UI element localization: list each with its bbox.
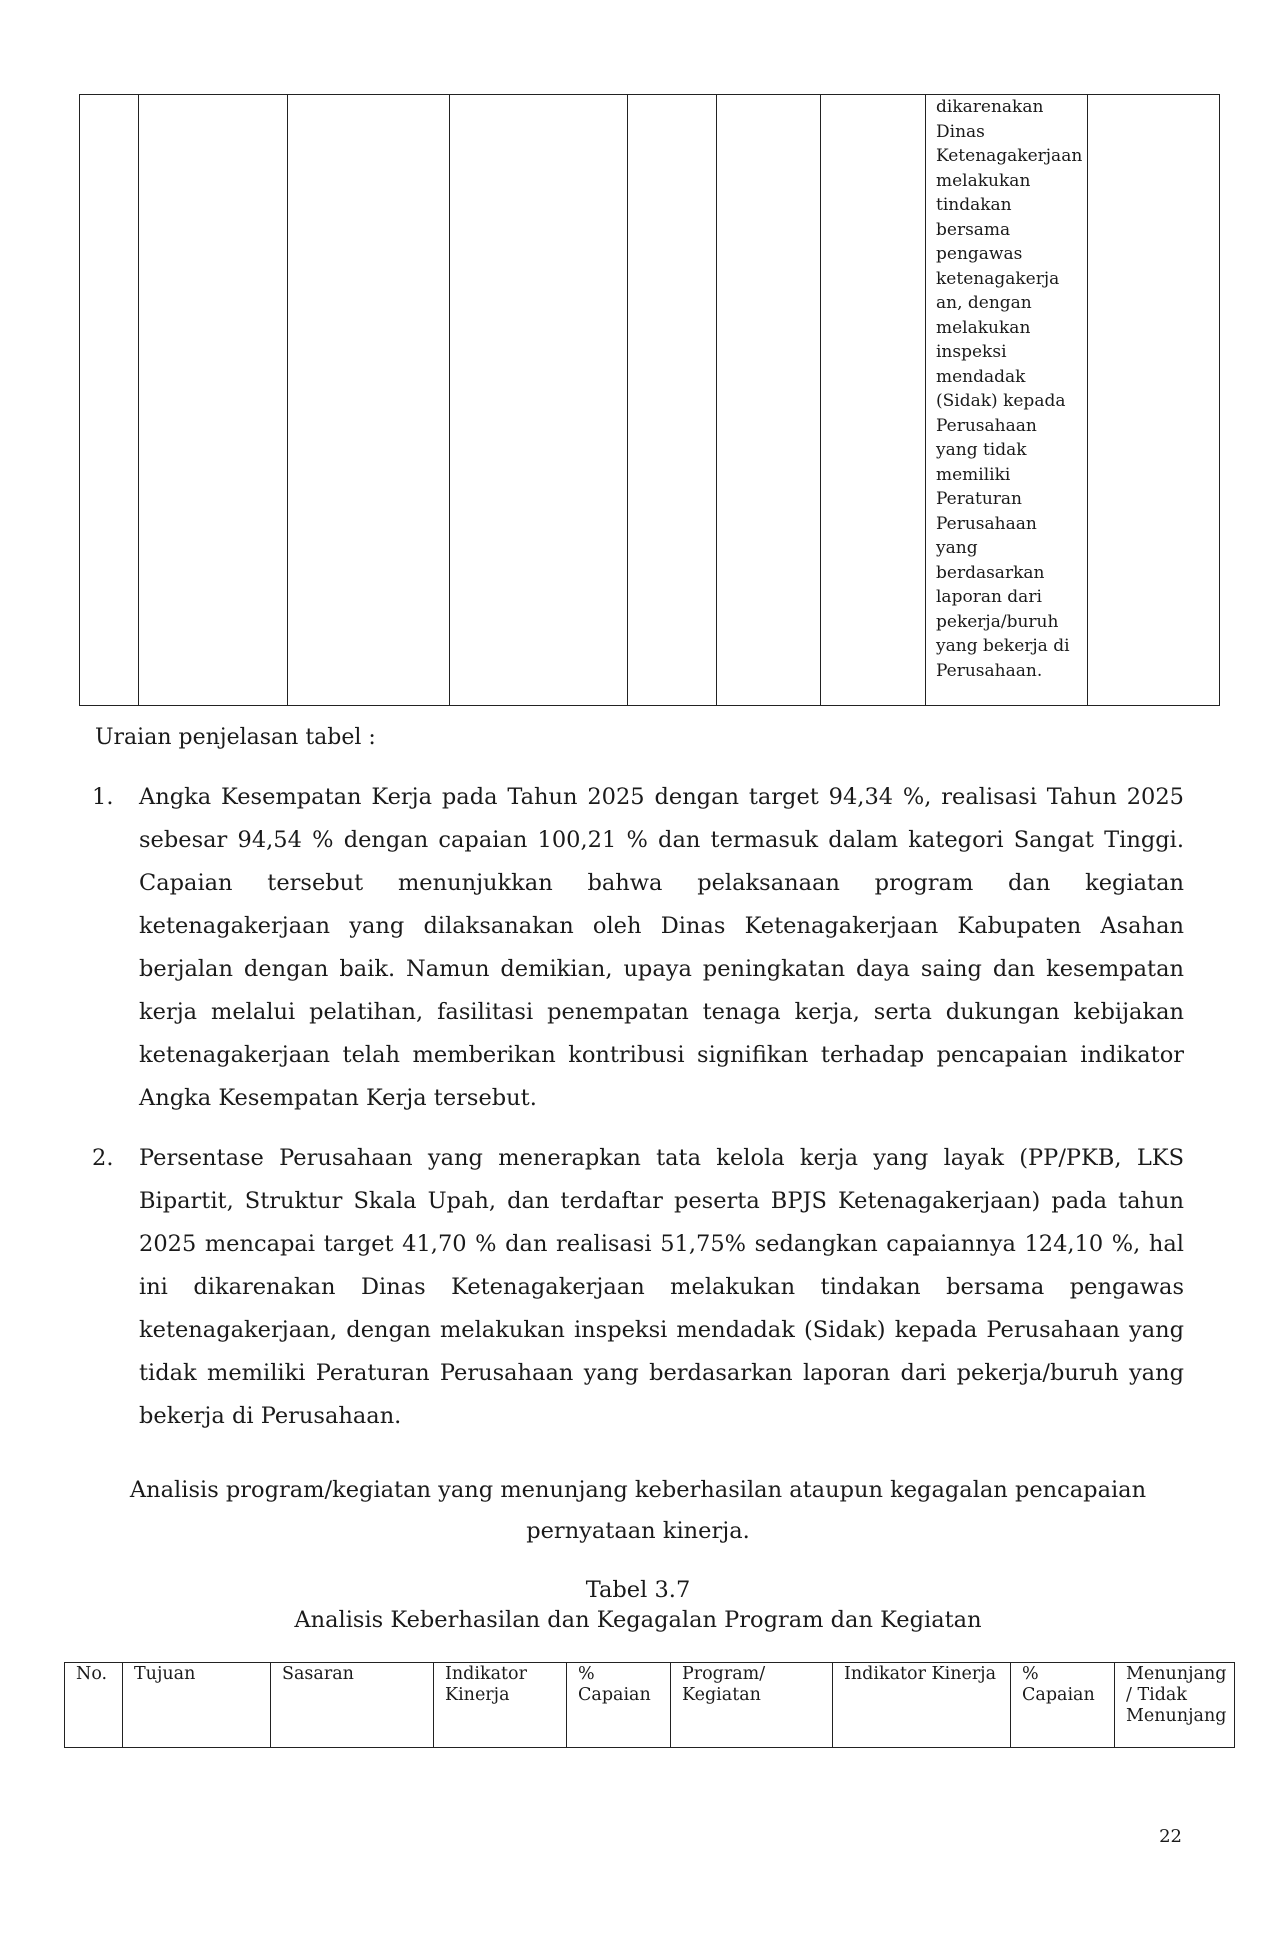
table-title (79, 1575, 1197, 1635)
note-line: tindakan (936, 195, 1012, 215)
header-cell: Tujuan (123, 1663, 271, 1748)
table-cell (80, 95, 139, 706)
page-number: 22 (1159, 1826, 1182, 1847)
note-line: laporan dari (936, 587, 1042, 607)
note-line: Perusahaan (936, 513, 1037, 534)
table-cell (450, 95, 628, 706)
note-line: bersama (936, 219, 1011, 240)
note-line: ketenagakerja (936, 268, 1060, 289)
list-text: Angka Kesempatan Kerja pada Tahun 2025 dengan target 94,34 %, realisasi Tahun 2025 sebesar 94,54 % dengan capaian 100,21 % dan termasuk dalam kategori Sangat Tinggi. Capaian tersebut menunjukkan bahwa pelaksanaan program dan kegiatan ketenagakerjaan yang dilaksanakan oleh Dinas Ketenagakerjaan Kabupaten Asahan berjalan dengan baik. Namun demikian, upaya peningkatan daya saing dan kesempatan kerja melalui pelatihan, fasilitasi penempatan tenaga kerja, serta dukungan kebijakan ketenagakerjaan telah memberikan kontribusi signifikan terhadap pencapaian indikator Angka Kesempatan Kerja tersebut. (139, 784, 1184, 1111)
table-cell (288, 95, 450, 706)
header-cell: No. (65, 1663, 123, 1748)
list-item (92, 776, 1184, 1120)
note-line: Perusahaan (936, 415, 1037, 436)
note-line: Ketenagakerjaan (936, 146, 1083, 166)
analysis-line: Analisis program/kegiatan yang menunjang keberhasilan ataupun kegagalan pencapaian (129, 1477, 1147, 1503)
note-line: memiliki (936, 464, 1011, 485)
note-line: (Sidak) kepada (936, 391, 1066, 411)
list-number: 2. (92, 1145, 114, 1171)
table-cell (1088, 95, 1220, 706)
table-cell (628, 95, 717, 706)
table-name: Analisis Keberhasilan dan Kegagalan Program dan Kegiatan (294, 1607, 982, 1633)
note-line: an, dengan (936, 293, 1032, 313)
explanation-cell (926, 95, 1088, 706)
table-explanation-caption: Uraian penjelasan tabel : (95, 725, 376, 750)
table-number: Tabel 3.7 (585, 1577, 691, 1603)
table-header-row (65, 1663, 1235, 1748)
note-line: Peraturan (936, 489, 1022, 509)
note-line: melakukan (936, 170, 1031, 191)
header-cell: Indikator Kinerja (833, 1663, 1011, 1748)
header-cell: Indikator Kinerja (434, 1663, 567, 1748)
note-line: mendadak (936, 366, 1026, 387)
note-line: yang (936, 538, 978, 558)
analysis-line: pernyataan kinerja. (526, 1518, 750, 1544)
header-cell: % Capaian (567, 1663, 671, 1748)
list-text: Persentase Perusahaan yang menerapkan tata kelola kerja yang layak (PP/PKB, LKS Bipartit, Struktur Skala Upah, dan terdaftar peserta BPJS Ketenagakerjaan) pada tahun 2025 mencapai target 41,70 % dan realisasi 51,75% sedangkan capaiannya 124,10 %, hal ini dikarenakan Dinas Ketenagakerjaan melakukan tindakan bersama pengawas ketenagakerjaan, dengan melakukan inspeksi mendadak (Sidak) kepada Perusahaan yang tidak memiliki Peraturan Perusahaan yang berdasarkan laporan dari pekerja/buruh yang bekerja di Perusahaan. (139, 1145, 1184, 1429)
note-line: berdasarkan (936, 562, 1045, 583)
header-cell: Sasaran (271, 1663, 434, 1748)
note-line: inspeksi (936, 342, 1007, 362)
note-line: Dinas (936, 121, 985, 142)
analysis-table (64, 1662, 1235, 1748)
table-cell (139, 95, 288, 706)
note-line: melakukan (936, 317, 1031, 338)
note-line: Perusahaan. (936, 660, 1043, 681)
explanation-list (92, 776, 1184, 1438)
header-cell: Menunjang / Tidak Menunjang (1115, 1663, 1235, 1748)
header-cell: % Capaian (1011, 1663, 1115, 1748)
table-cell (717, 95, 821, 706)
note-line: pekerja/buruh (936, 611, 1059, 632)
list-item (92, 1137, 1184, 1438)
list-number: 1. (92, 784, 114, 810)
note-line: yang tidak (936, 440, 1027, 460)
header-cell: Program/ Kegiatan (671, 1663, 833, 1748)
note-line: yang bekerja di (936, 636, 1070, 656)
analysis-heading (79, 1470, 1197, 1552)
continued-table (79, 94, 1220, 706)
table-cell (821, 95, 926, 706)
note-line: dikarenakan (936, 97, 1044, 117)
note-line: pengawas (936, 244, 1023, 264)
